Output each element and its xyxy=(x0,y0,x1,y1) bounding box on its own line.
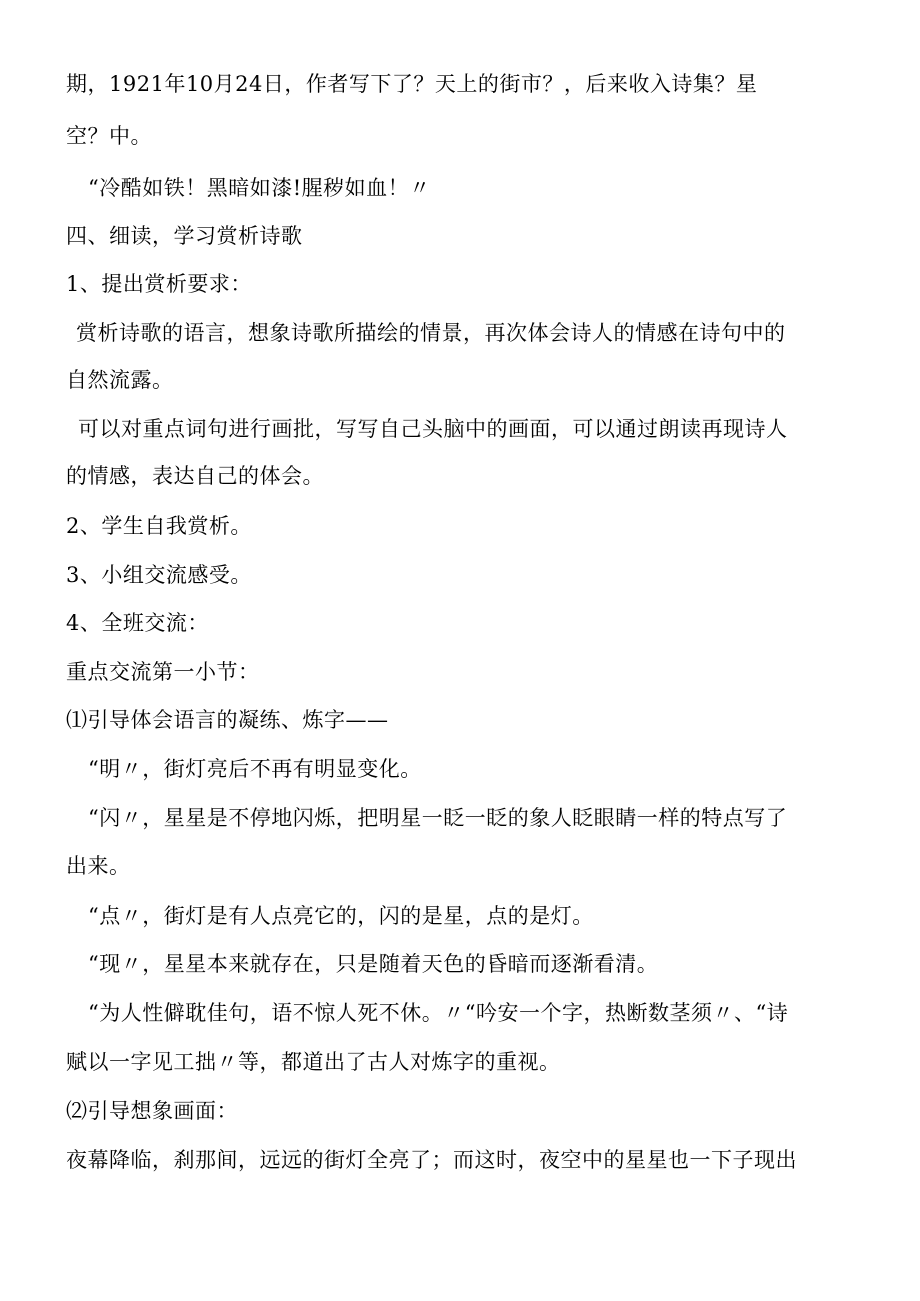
text-line: 空？中。 xyxy=(66,124,152,148)
text-line: 夜幕降临，刹那间，远远的街灯全亮了；而这时，夜空中的星星也一下子现出 xyxy=(66,1148,797,1172)
text-line: “点〃，街灯是有人点亮它的，闪的是星，点的是灯。 xyxy=(88,904,594,928)
text-line: 重点交流第一小节： xyxy=(66,660,260,684)
text-line: 自然流露。 xyxy=(66,368,174,392)
text-line: “闪〃，星星是不停地闪烁，把明星一眨一眨的象人眨眼睛一样的特点写了 xyxy=(88,806,788,830)
text-line: “冷酷如铁！黑暗如漆!腥秽如血！〃 xyxy=(88,176,431,200)
text-line: “现〃，星星本来就存在，只是随着天色的昏暗而逐渐看清。 xyxy=(88,952,659,976)
text-line: 1、提出赏析要求： xyxy=(66,272,252,296)
text-line: ⑵引导想象画面： xyxy=(66,1099,238,1123)
text-line: ⑴引导体会语言的凝练、炼字—— xyxy=(66,708,389,732)
text-line: 赋以一字见工拙〃等，都道出了古人对炼字的重视。 xyxy=(66,1050,561,1074)
text-line: “为人性僻耽佳句，语不惊人死不休。〃“吟安一个字，热断数茎须〃、“诗 xyxy=(88,1001,789,1025)
section-heading: 四、细读，学习赏析诗歌 xyxy=(66,224,303,248)
text-line: 赏析诗歌的语言，想象诗歌所描绘的情景，再次体会诗人的情感在诗句中的 xyxy=(76,321,786,345)
text-line: “明〃，街灯亮后不再有明显变化。 xyxy=(88,757,422,781)
text-line: 的情感，表达自己的体会。 xyxy=(66,464,324,488)
text-line: 期，1921年10月24日，作者写下了？天上的街市？，后来收入诗集？星 xyxy=(66,72,758,96)
text-line: 3、小组交流感受。 xyxy=(66,563,252,587)
text-line: 4、全班交流： xyxy=(66,611,209,635)
text-line: 可以对重点词句进行画批，写写自己头脑中的画面，可以通过朗读再现诗人 xyxy=(78,417,788,441)
text-line: 出来。 xyxy=(66,854,131,878)
text-line: 2、学生自我赏析。 xyxy=(66,514,252,538)
